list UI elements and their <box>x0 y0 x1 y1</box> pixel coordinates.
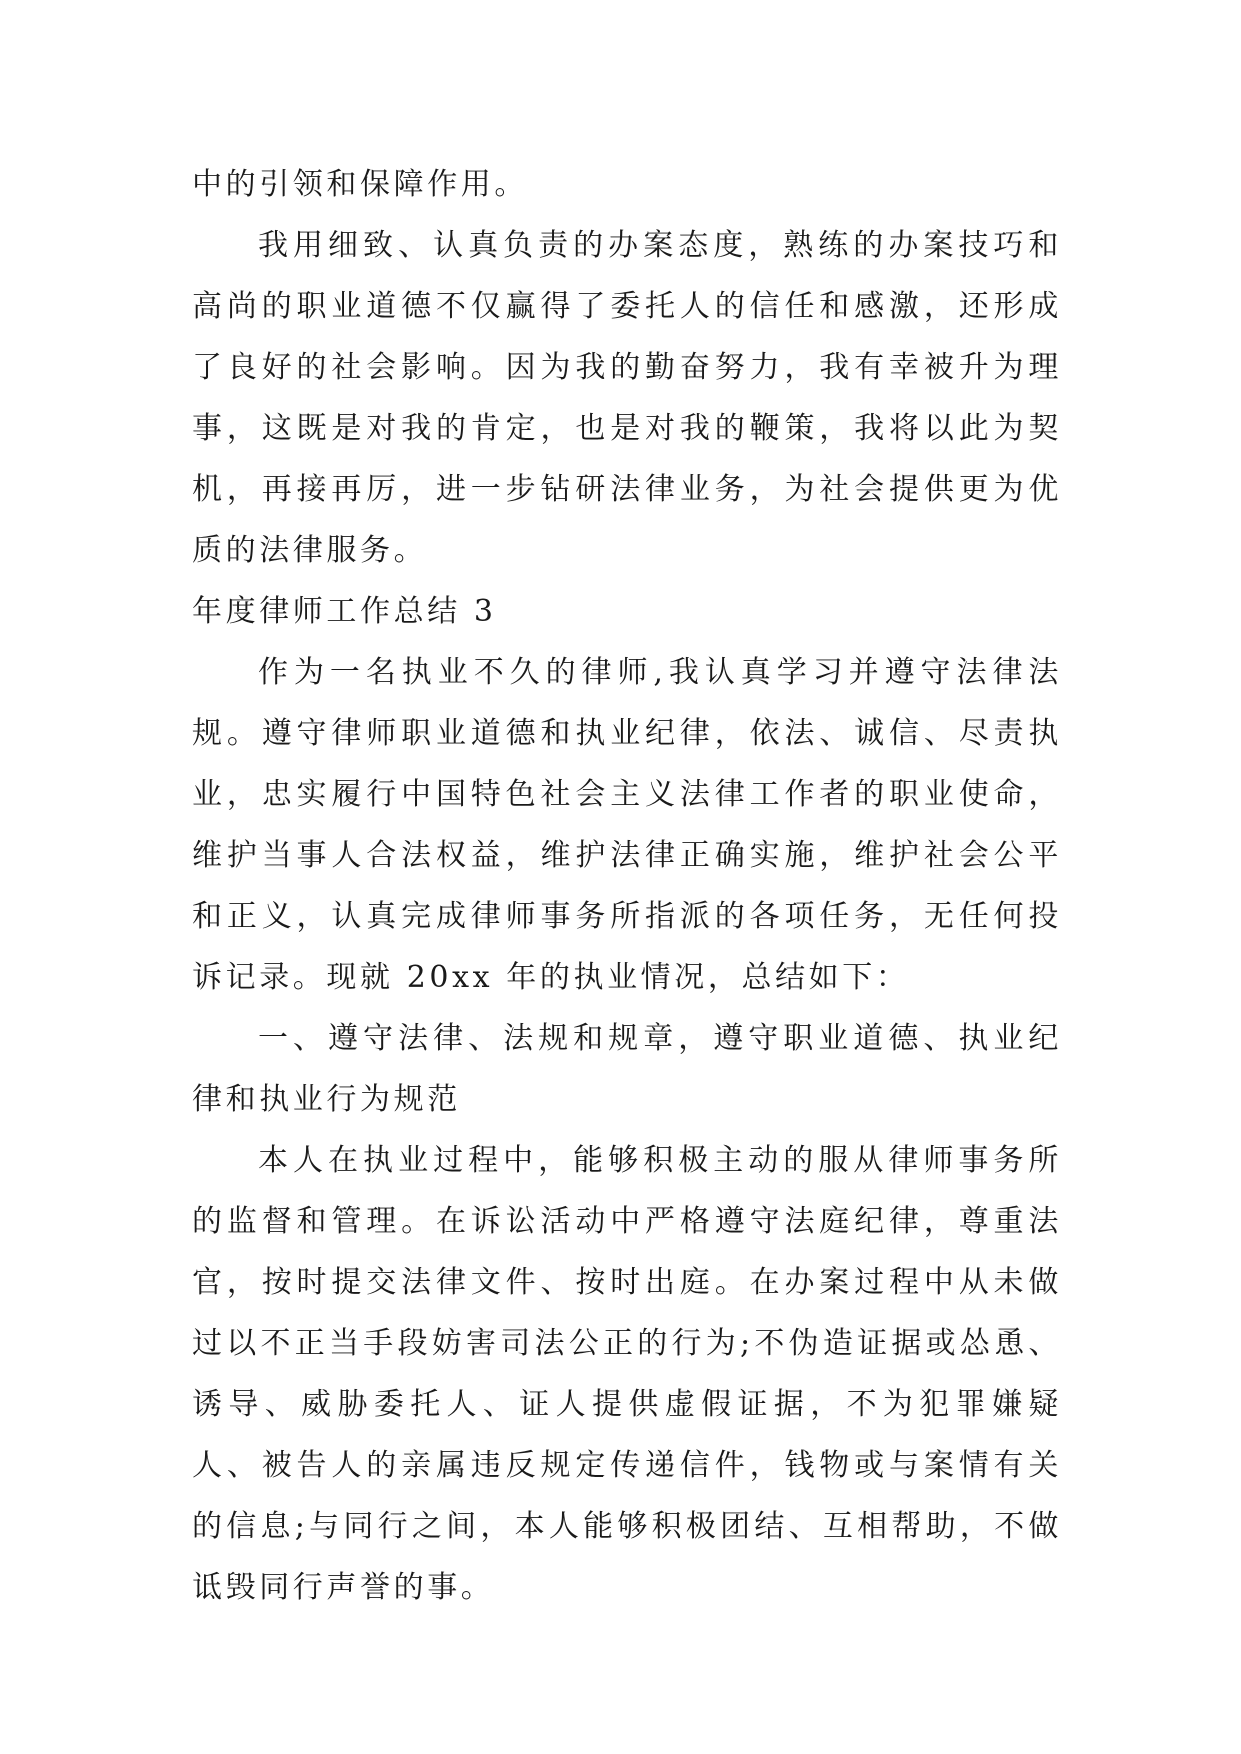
paragraph: 作为一名执业不久的律师,我认真学习并遵守法律法规。遵守律师职业道德和执业纪律，依法、诚信、尽责执业，忠实履行中国特色社会主义法律工作者的职业使命，维护当事人合法权益，维护法律正确实施，维护社会公平和正义，认真完成律师事务所指派的各项任务，无任何投诉记录。现就 20xx 年的执业情况，总结如下： <box>192 655 1062 995</box>
paragraph: 我用细致、认真负责的办案态度，熟练的办案技巧和高尚的职业道德不仅赢得了委托人的信任和感激，还形成了良好的社会影响。因为我的勤奋努力，我有幸被升为理事，这既是对我的肯定，也是对我的鞭策，我将以此为契机，再接再厉，进一步钻研法律业务，为社会提供更为优质的法律服务。 <box>192 228 1062 568</box>
subsection-heading: 一、遵守法律、法规和规章，遵守职业道德、执业纪律和执业行为规范 <box>192 1021 1062 1117</box>
paragraph: 本人在执业过程中，能够积极主动的服从律师事务所的监督和管理。在诉讼活动中严格遵守法庭纪律，尊重法官，按时提交法律文件、按时出庭。在办案过程中从未做过以不正当手段妨害司法公正的行为;不伪造证据或怂恿、诱导、威胁委托人、证人提供虚假证据，不为犯罪嫌疑人、被告人的亲属违反规定传递信件，钱物或与案情有关的信息;与同行之间，本人能够积极团结、互相帮助，不做诋毁同行声誉的事。 <box>192 1143 1062 1605</box>
document-body <box>192 154 1062 1618</box>
section-heading: 年度律师工作总结 3 <box>192 594 497 629</box>
paragraph-continuation: 中的引领和保障作用。 <box>192 167 528 202</box>
